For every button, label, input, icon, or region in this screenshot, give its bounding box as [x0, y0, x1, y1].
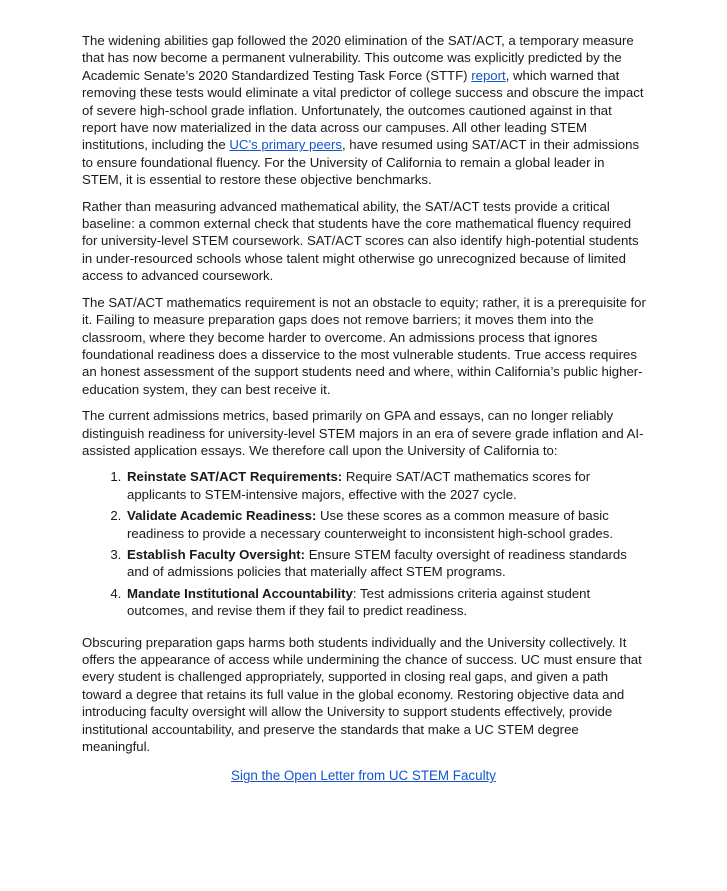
demand-title: Validate Academic Readiness:: [127, 508, 317, 524]
paragraph-text: , which warned that removing these tests would eliminate a vital predictor of college success and obscure the impact of severe high-school grade inflation. Unfortunately, the outcomes cautioned against in that report have now materialized in the data across our campuses. All other leading STEM institutions, including the: [82, 67, 644, 153]
demand-text: Ensure STEM faculty oversight of readiness standards and of admissions policies that materially affect STEM programs.: [127, 546, 627, 580]
list-item: [125, 468, 647, 503]
demand-text: : Test admissions criteria against student outcomes, and revise them if they fail to predict readiness.: [127, 585, 591, 619]
paragraph-admissions-metrics: The current admissions metrics, based primarily on GPA and essays, can no longer reliably distinguish readiness for university-level STEM majors in an era of severe grade inflation and AI-assisted application essays. We therefore call upon the University of California to:: [82, 408, 644, 458]
sign-letter-container: [82, 767, 647, 784]
demand-title: Reinstate SAT/ACT Requirements:: [127, 469, 343, 485]
paragraph-closing: Obscuring preparation gaps harms both students individually and the University collectively. It offers the appearance of access while undermining the chance of success. UC must ensure that every student is challenged appropriately, supported in closing real gaps, and given a path toward a degree that retains its full value in the global economy. Restoring objective data and introducing faculty oversight will allow the University to support students effectively, provide institutional accountability, and preserve the standards that make a UC STEM degree meaningful.: [82, 634, 642, 755]
paragraph-text: , have resumed using SAT/ACT in their admissions to ensure foundational fluency. For the University of California to remain a global leader in STEM, it is essential to restore these objective benchmarks.: [82, 137, 640, 188]
demand-title: Mandate Institutional Accountability: [127, 585, 353, 601]
paragraph-sat-elimination: [82, 32, 647, 189]
paragraph-baseline: Rather than measuring advanced mathematical ability, the SAT/ACT tests provide a critical baseline: a common external check that students have the core mathematical fluency required for university-level STEM coursework. SAT/ACT scores can also identify high-potential students in under-resourced schools whose talent might otherwise go unrecognized because of limited access to advanced coursework.: [82, 198, 639, 284]
list-item: [125, 546, 647, 581]
paragraph-text: The widening abilities gap followed the 2020 elimination of the SAT/ACT, a temporary measure that has now become a permanent vulnerability. This outcome was explicitly predicted by the Academic Senate’s 2020 Standardized Testing Task Force (STTF): [82, 33, 634, 83]
demands-list: [82, 468, 647, 619]
sign-open-letter-link[interactable]: Sign the Open Letter from UC STEM Faculty: [231, 768, 496, 784]
demand-text: Require SAT/ACT mathematics scores for applicants to STEM-intensive majors, effective with the 2027 cycle.: [127, 469, 591, 502]
paragraph-equity: The SAT/ACT mathematics requirement is not an obstacle to equity; rather, it is a prerequisite for it. Failing to measure preparation gaps does not remove barriers; it moves them into the classroom, where they become harder to overcome. An admissions process that ignores foundational readiness does a disservice to the most vulnerable students. True access requires an honest assessment of the support students need and where, within California’s public higher-education system, they can best receive it.: [82, 294, 646, 397]
list-item: [125, 507, 647, 542]
demand-text: Use these scores as a common measure of basic readiness to provide a necessary counterweight to inconsistent high-school grades.: [127, 508, 614, 541]
sttf-report-link[interactable]: report: [471, 67, 506, 83]
uc-primary-peers-link[interactable]: UC’s primary peers: [229, 137, 342, 153]
list-item: [125, 585, 647, 620]
demand-title: Establish Faculty Oversight:: [127, 546, 306, 562]
